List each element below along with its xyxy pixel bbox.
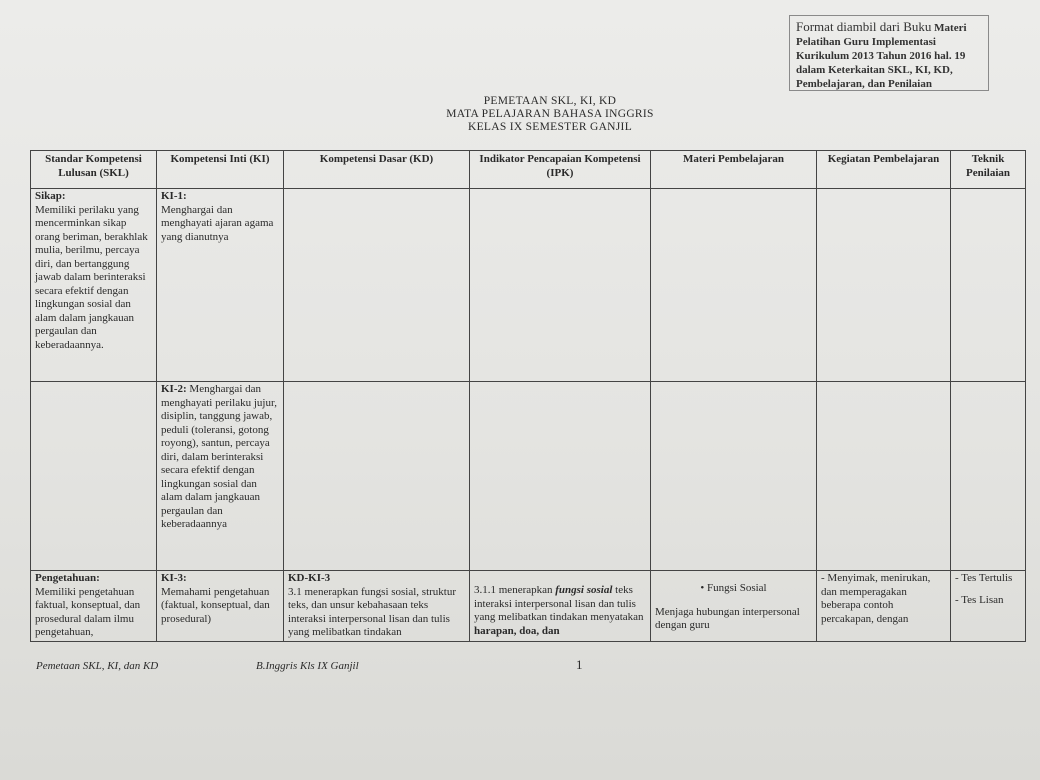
skl-cell [31,382,157,571]
kd-title: KD-KI-3 [288,572,331,584]
footer-middle: B.Inggris Kls IX Ganjil [256,660,359,672]
kegiatan-text: - Menyimak, menirukan, dan memperagakan beberapa contoh percakapan, dengan [821,572,931,625]
header-materi: Materi Pembelajaran [651,151,817,189]
skl-text: Memiliki perilaku yang mencerminkan sikap orang beriman, berakhlak mulia, berilmu, percaya diri, dan bertanggung jawab dalam berinteraksi secara efektif dengan lingkungan sosial dan alam dalam jangkauan pergaulan dan keberadaannya. [35,203,148,351]
ipk-cell [470,571,651,642]
teknik-cell [951,189,1026,382]
header-ki: Kompetensi Inti (KI) [157,151,284,189]
kd-cell [284,571,470,642]
table-row [31,189,1026,382]
source-note-line1: Format diambil dari Buku [796,19,932,34]
table-row [31,382,1026,571]
ki-text: Memahami pengetahuan (faktual, konseptual, dan prosedural) [161,585,270,625]
skl-cell [31,189,157,382]
footer-left: Pemetaan SKL, KI, dan KD [36,660,159,672]
table-header-row [31,151,1026,189]
materi-bullet: • Fungsi Sosial [700,582,767,594]
ipk-emphasis: fungsi sosial [555,584,613,596]
source-note-box [789,15,989,91]
kd-cell [284,189,470,382]
skl-title: Pengetahuan: [35,572,100,584]
subject-title: MATA PELAJARAN BAHASA INGGRIS [446,108,654,120]
page-number: 1 [576,657,583,672]
header-ipk: Indikator Pencapaian Kompetensi (IPK) [470,151,651,189]
materi-cell [651,189,817,382]
kd-text: 3.1 menerapkan fungsi sosial, struktur teks, dan unsur kebahasaan teks interaksi interpersonal lisan dan tulis yang melibatkan tindakan [288,585,457,638]
materi-cell [651,382,817,571]
kegiatan-cell [817,189,951,382]
materi-cell [651,571,817,642]
materi-text: Menjaga hubungan interpersonal dengan guru [655,605,800,631]
header-skl: Standar Kompetensi Lulusan (SKL) [31,151,157,189]
ki-title: KI-3: [161,572,187,584]
ki-title: KI-2: [161,383,187,395]
page-heading [330,95,770,134]
header-kegiatan: Kegiatan Pembelajaran [817,151,951,189]
teknik-item: - Tes Tertulis [955,572,1013,584]
ki-cell [157,382,284,571]
class-title: KELAS IX SEMESTER GANJIL [467,121,633,133]
ipk-cell [470,189,651,382]
teknik-cell [951,382,1026,571]
ki-cell [157,189,284,382]
kegiatan-cell [817,571,951,642]
page-title: PEMETAAN SKL, KI, KD [483,95,617,107]
source-note-line2: Materi Pelatihan Guru Implementasi Kurikulum 2013 Tahun 2016 hal. 19 dalam Keterkaitan SKL, KI, KD, Pembelajaran, dan Penilaian [796,22,967,90]
ki-text: Menghargai dan menghayati ajaran agama yang dianutnya [161,203,274,243]
ipk-prefix: 3.1.1 menerapkan [474,584,553,596]
ipk-cell [470,382,651,571]
skl-cell [31,571,157,642]
skl-text: Memiliki pengetahuan faktual, konseptual, dan prosedural dalam ilmu pengetahuan, [35,585,141,638]
kd-cell [284,382,470,571]
ki-cell [157,571,284,642]
table-row [31,571,1026,642]
ipk-text [474,584,646,638]
mapping-table [30,150,1026,642]
kegiatan-cell [817,382,951,571]
header-teknik: Teknik Penilaian [951,151,1026,189]
teknik-item: - Tes Lisan [955,593,1004,606]
ipk-bold: harapan, doa, dan [474,624,560,637]
teknik-cell [951,571,1026,642]
ki-text: Menghargai dan menghayati perilaku jujur, disiplin, tanggung jawab, peduli (toleransi, gotong royong), santun, percaya diri, dalam berinteraksi secara efektif dengan lingkungan sosial dan alam dalam jangkauan pergaulan dan keberadaannya [161,383,277,530]
header-kd: Kompetensi Dasar (KD) [284,151,470,189]
ipk-middle: teks interaksi interpersonal lisan dan tulis yang melibatkan tindakan menyatakan [474,584,644,623]
skl-title: Sikap: [35,190,66,202]
ki-title: KI-1: [161,190,187,202]
